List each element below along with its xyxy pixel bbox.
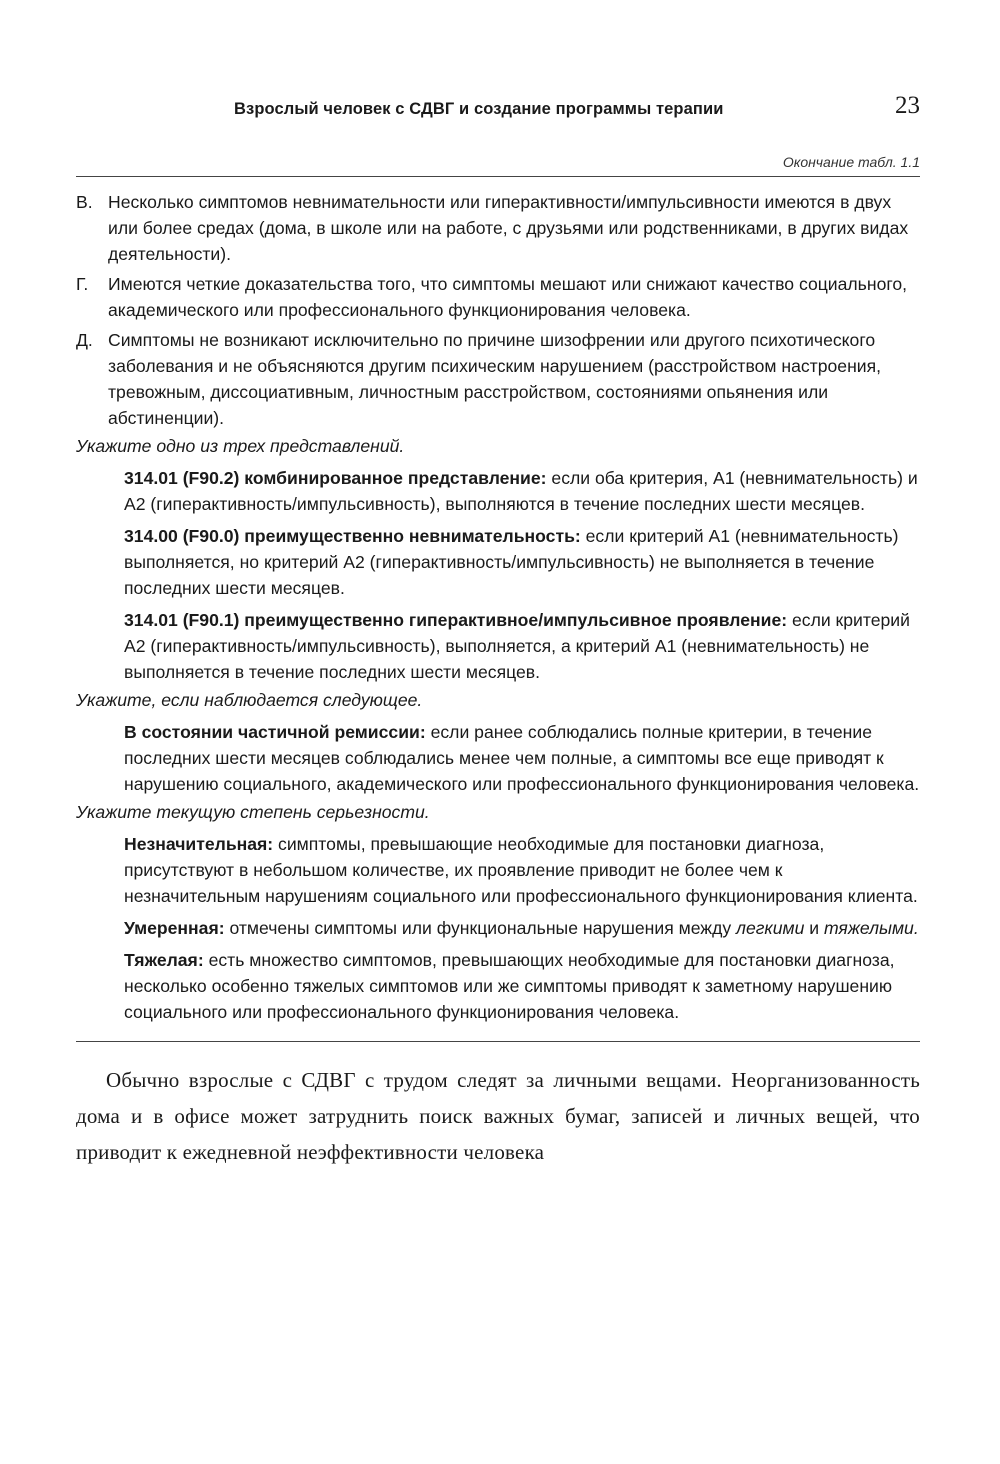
table-bottom-rule [76, 1041, 920, 1042]
page-number: 23 [895, 92, 920, 119]
severity-italic-mild: легкими [736, 918, 805, 938]
presentation-text: если оба критерия, А1 (невнимательность) и А2 (гиперактивность/импульсивность), выполняются в течение последних шести месяцев. [124, 468, 918, 514]
severity-term: Тяжелая: [124, 950, 204, 970]
severity-text: отмечены симптомы или функциональные нарушения между [224, 918, 737, 938]
specify-remission: Укажите, если наблюдается следующее. [76, 690, 423, 710]
presentation-inattentive [124, 523, 920, 601]
presentation-hyperactive [124, 607, 920, 685]
criterion-g [76, 271, 920, 323]
criteria-list [76, 189, 920, 431]
presentation-term: 314.01 (F90.1) преимущественно гиперактивное/импульсивное проявление: [124, 610, 788, 630]
partial-remission [124, 719, 920, 797]
severity-term: Незначительная: [124, 834, 274, 854]
table-continuation-label: Окончание табл. 1.1 [76, 154, 920, 177]
remission-term: В состоянии частичной ремиссии: [124, 722, 426, 742]
severity-italic-severe: тяжелыми. [823, 918, 919, 938]
book-page [76, 92, 920, 1191]
body-paragraph: Обычно взрослые с СДВГ с трудом следят за личными вещами. Неорганизованность дома и в офисе может затруднить поиск важных бумаг, записей и личных вещей, что приводит к ежедневной неэффективности человека [76, 1068, 920, 1164]
presentation-text: если критерий А1 (невнимательность) выполняется, но критерий А2 (гиперактивность/импульсивность) не выполняется в течение последних шести месяцев. [124, 526, 899, 598]
remission-text: если ранее соблюдались полные критерии, в течение последних шести месяцев соблюдались менее чем полные, а симптомы все еще приводят к нарушению социального, академического или профессионального функционирования человека. [124, 722, 920, 794]
criterion-letter: В. [76, 192, 93, 212]
running-header [76, 92, 920, 132]
specify-presentation: Укажите одно из трех представлений. [76, 436, 405, 456]
severity-text: симптомы, превышающие необходимые для постановки диагноза, присутствуют в небольшом количестве, их проявление приводит не более чем к незначительным нарушениям социального или профессионального функционирования клиента. [124, 834, 918, 906]
severity-conjunction: и [804, 918, 824, 938]
presentation-text: если критерий А2 (гиперактивность/импульсивность), выполняется, а критерий А1 (невнимательность) не выполняется в течение последних шести месяцев. [124, 610, 910, 682]
criterion-v [76, 189, 920, 267]
severity-text: есть множество симптомов, превышающих необходимые для постановки диагноза, несколько особенно тяжелых симптомов или же симптомы приводят к заметному нарушению социального или профессионального функционирования человека. [124, 950, 895, 1022]
criterion-d [76, 327, 920, 431]
severity-term: Умеренная: [124, 918, 225, 938]
severity-mild [124, 831, 920, 909]
criterion-letter: Г. [76, 274, 89, 294]
severity-severe [124, 947, 920, 1025]
presentation-term: 314.01 (F90.2) комбинированное представление: [124, 468, 547, 488]
criterion-text: Имеются четкие доказательства того, что симптомы мешают или снижают качество социального, академического или профессионального функционирования человека. [108, 274, 908, 320]
criterion-text: Симптомы не возникают исключительно по причине шизофрении или другого психотического заболевания и не объясняются другим психическим нарушением (расстройством настроения, тревожным, диссоциативным, личностным расстройством, состояниями опьянения или абстиненции). [108, 330, 882, 428]
severity-moderate [124, 915, 920, 941]
presentation-term: 314.00 (F90.0) преимущественно невнимательность: [124, 526, 581, 546]
running-title: Взрослый человек с СДВГ и создание программы терапии [234, 100, 724, 118]
criterion-text: Несколько симптомов невнимательности или гиперактивности/импульсивности имеются в двух или более средах (дома, в школе или на работе, с друзьями или родственниками, в других видах деятельности). [108, 192, 909, 264]
presentation-combined [124, 465, 920, 517]
specify-severity: Укажите текущую степень серьезности. [76, 802, 430, 822]
criterion-letter: Д. [76, 330, 93, 350]
